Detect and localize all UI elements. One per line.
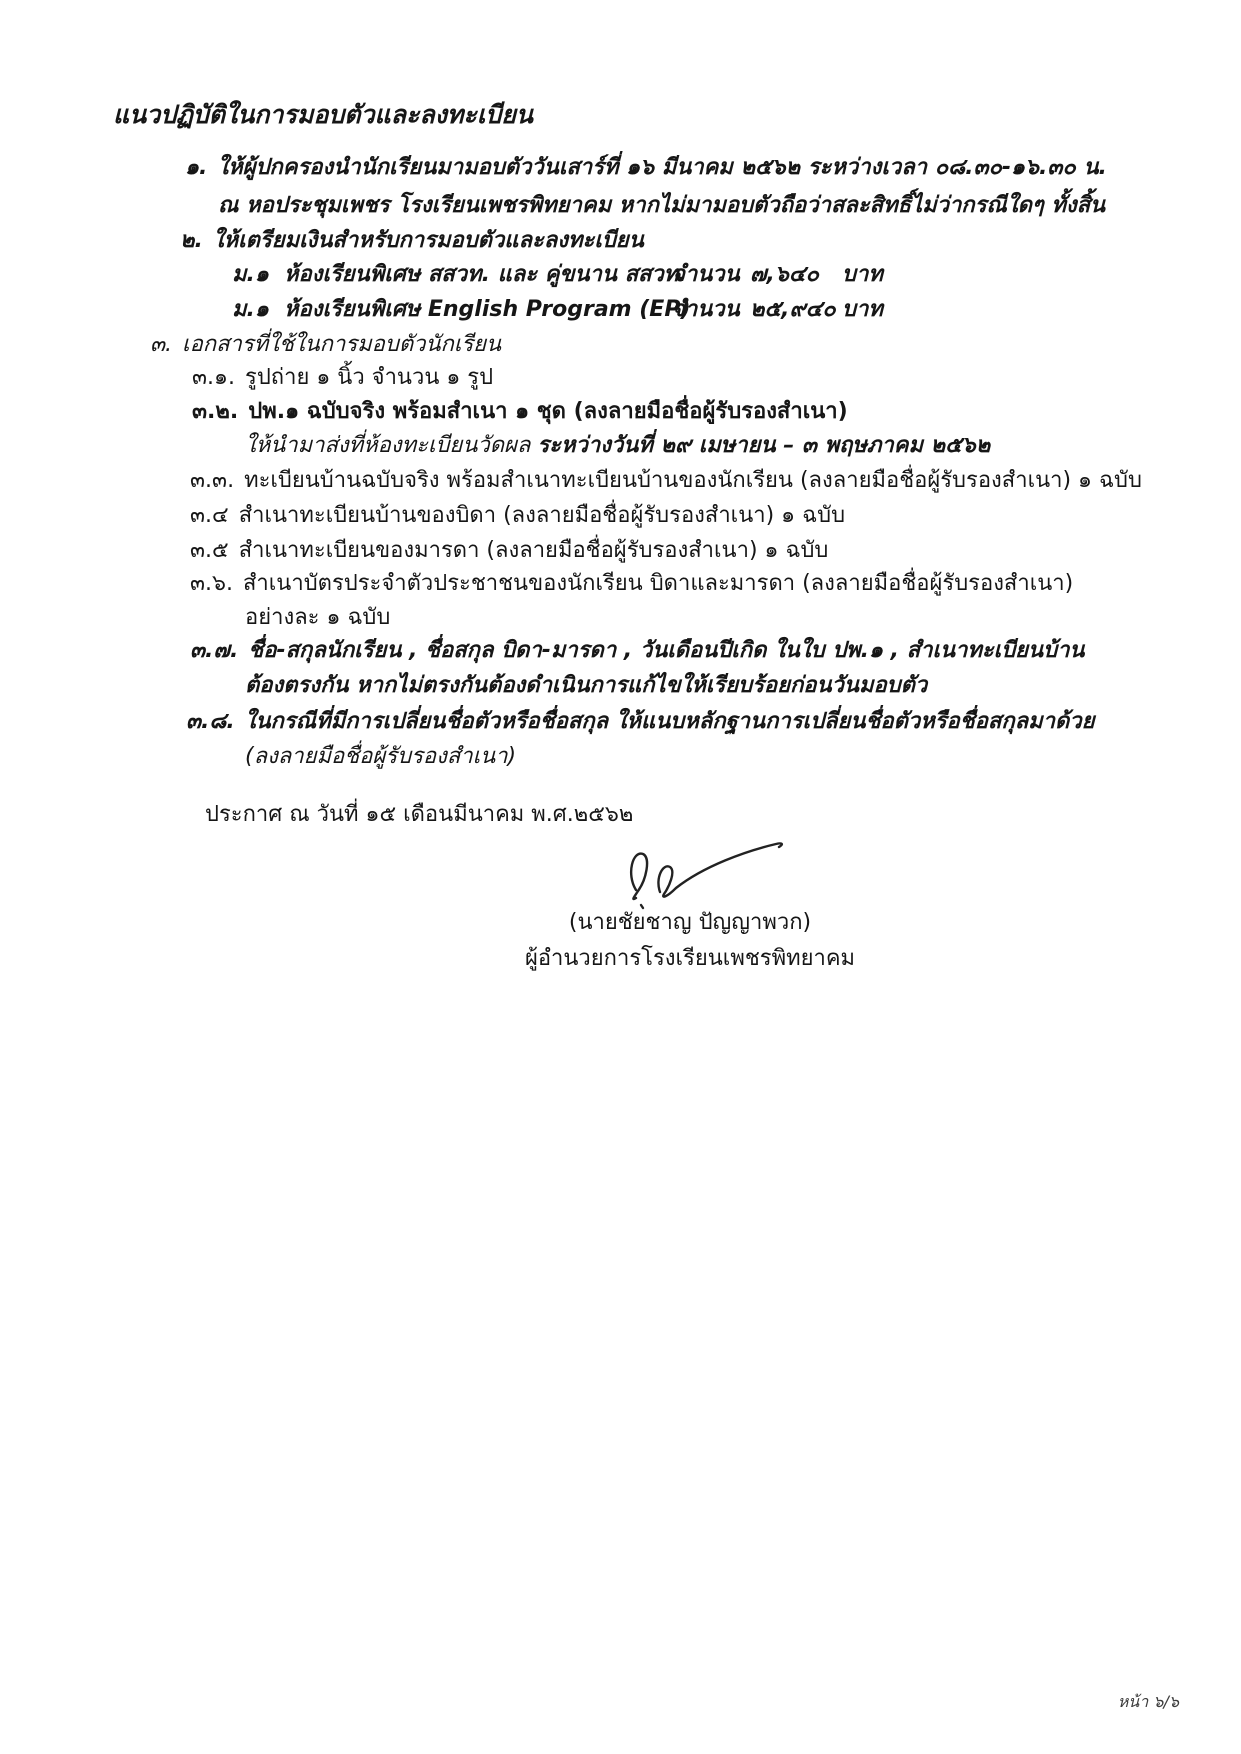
subitem-3-4-number: ๓.๔	[190, 503, 229, 528]
subitem-3-7-number: ๓.๗.	[190, 638, 239, 663]
item-1-line-2: ณ หอประชุมเพชร โรงเรียนเพชรพิทยาคม หากไม่มามอบตัวถือว่าสละสิทธิ์ไม่ว่ากรณีใดๆ ทั้งสิ้น	[218, 193, 1106, 218]
subitem-3-5	[190, 536, 828, 566]
subitem-3-3	[190, 466, 1142, 496]
signer-position: ผู้อำนวยการโรงเรียนเพชรพิทยาคม	[524, 946, 856, 971]
announcement-date-line: ประกาศ ณ วันที่ ๑๕ เดือนมีนาคม พ.ศ.๒๕๖๒	[205, 802, 634, 827]
fee-program: ห้องเรียนพิเศษ สสวท. และ คู่ขนาน สสวท.	[284, 262, 687, 287]
signature-mark	[618, 838, 798, 910]
fee-unit: บาท	[842, 297, 883, 322]
subitem-3-2-note-plain: ให้นำมาส่งที่ห้องทะเบียนวัดผล	[245, 433, 538, 458]
subitem-3-5-number: ๓.๕	[190, 538, 229, 563]
fee-level: ม.๑	[232, 297, 269, 322]
subitem-3-6-line-2: อย่างละ ๑ ฉบับ	[245, 605, 391, 630]
subitem-3-8-line-2: (ลงลายมือชื่อผู้รับรองสำเนา)	[245, 744, 517, 769]
fee-row-sasawat	[232, 260, 883, 290]
subitem-3-4	[190, 501, 845, 531]
subitem-3-2-number: ๓.๒.	[192, 399, 239, 424]
page-number: หน้า ๖/๖	[1117, 1692, 1179, 1711]
fee-program: ห้องเรียนพิเศษ English Program (EP)	[284, 297, 691, 322]
item-1-line-1	[185, 153, 1107, 183]
fee-row-english-program	[232, 295, 883, 325]
subitem-3-1	[192, 363, 493, 393]
subitem-3-8-number: ๓.๘.	[186, 709, 235, 734]
fee-qty-label: จำนวน	[672, 297, 740, 322]
signature-block	[500, 905, 880, 977]
subitem-3-2-note-dates: ระหว่างวันที่ ๒๙ เมษายน – ๓ พฤษภาคม ๒๕๖๒	[537, 433, 991, 458]
item-1-number: ๑.	[185, 155, 208, 180]
fee-unit: บาท	[842, 262, 883, 287]
item-3-line	[150, 330, 501, 360]
subitem-3-3-number: ๓.๓.	[190, 468, 235, 493]
subitem-3-2-text: ปพ.๑ ฉบับจริง พร้อมสำเนา ๑ ชุด (ลงลายมือชื่อผู้รับรองสำเนา)	[248, 399, 848, 424]
fee-amount: ๒๕,๙๔๐	[750, 297, 836, 322]
subitem-3-8-text: ในกรณีที่มีการเปลี่ยนชื่อตัวหรือชื่อสกุล ให้แนบหลักฐานการเปลี่ยนชื่อตัวหรือชื่อสกุลมาด้วย	[244, 709, 1095, 734]
subitem-3-1-text: รูปถ่าย ๑ นิ้ว จำนวน ๑ รูป	[245, 365, 494, 390]
item-1-text: ให้ผู้ปกครองนำนักเรียนมามอบตัววันเสาร์ที่ ๑๖ มีนาคม ๒๕๖๒ ระหว่างเวลา ๐๘.๓๐-๑๖.๓๐ น.	[217, 155, 1107, 180]
fee-amount: ๗,๖๔๐	[750, 262, 819, 287]
item-2-text: ให้เตรียมเงินสำหรับการมอบตัวและลงทะเบียน	[212, 228, 644, 253]
subitem-3-1-number: ๓.๑.	[192, 365, 235, 390]
subitem-3-7	[190, 636, 1084, 666]
item-3-number: ๓.	[150, 332, 173, 357]
item-3-text: เอกสารที่ใช้ในการมอบตัวนักเรียน	[182, 332, 502, 357]
fee-qty-label: จำนวน	[672, 262, 740, 287]
item-2-line	[180, 226, 644, 256]
subitem-3-7-line-2: ต้องตรงกัน หากไม่ตรงกันต้องดำเนินการแก้ไขให้เรียบร้อยก่อนวันมอบตัว	[245, 673, 928, 698]
fee-level: ม.๑	[232, 262, 269, 287]
subitem-3-2	[192, 397, 848, 427]
signer-name: (นายชัยชาญ ปัญญาพวก)	[568, 910, 812, 935]
subitem-3-6	[190, 569, 1073, 599]
page-title: แนวปฏิบัติในการมอบตัวและลงทะเบียน	[113, 100, 533, 129]
subitem-3-8	[186, 707, 1095, 737]
item-2-number: ๒.	[180, 228, 203, 253]
subitem-3-5-text: สำเนาทะเบียนของมารดา (ลงลายมือชื่อผู้รับรองสำเนา) ๑ ฉบับ	[238, 538, 829, 563]
subitem-3-4-text: สำเนาทะเบียนบ้านของบิดา (ลงลายมือชื่อผู้รับรองสำเนา) ๑ ฉบับ	[238, 503, 846, 528]
subitem-3-7-text: ชื่อ-สกุลนักเรียน , ชื่อสกุล บิดา-มารดา , วันเดือนปีเกิด ในใบ ปพ.๑ , สำเนาทะเบียนบ้าน	[248, 638, 1085, 663]
subitem-3-6-text: สำเนาบัตรประจำตัวประชาชนของนักเรียน บิดาและมารดา (ลงลายมือชื่อผู้รับรองสำเนา)	[243, 571, 1074, 596]
subitem-3-2-note	[245, 431, 990, 461]
subitem-3-6-number: ๓.๖.	[190, 571, 233, 596]
subitem-3-3-text: ทะเบียนบ้านฉบับจริง พร้อมสำเนาทะเบียนบ้านของนักเรียน (ลงลายมือชื่อผู้รับรองสำเนา) ๑ ฉบับ	[244, 468, 1142, 493]
